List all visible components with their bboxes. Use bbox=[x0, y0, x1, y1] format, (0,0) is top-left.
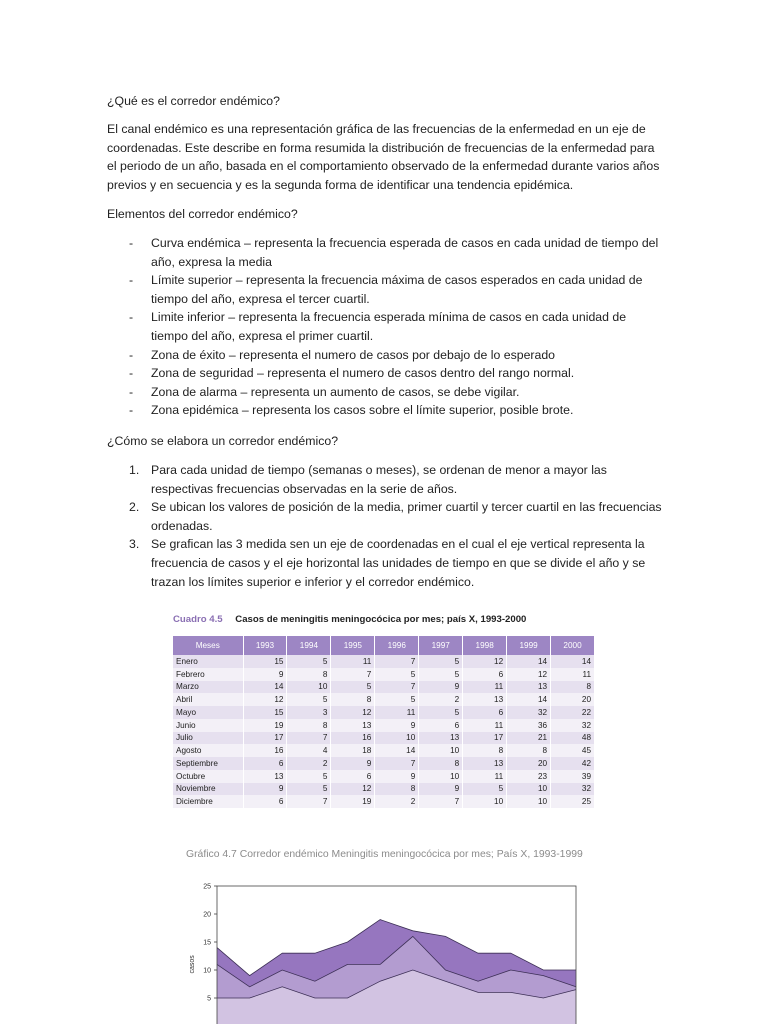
value-cell: 13 bbox=[463, 693, 507, 706]
value-cell: 20 bbox=[551, 693, 595, 706]
value-cell: 6 bbox=[243, 795, 287, 808]
value-cell: 10 bbox=[419, 744, 463, 757]
table-title: Casos de meningitis meningocócica por mes; país X, 1993-2000 bbox=[235, 614, 527, 625]
value-cell: 15 bbox=[243, 706, 287, 719]
value-cell: 8 bbox=[419, 757, 463, 770]
value-cell: 12 bbox=[243, 693, 287, 706]
y-axis-label: casos bbox=[189, 955, 196, 974]
value-cell: 2 bbox=[375, 795, 419, 808]
dash-bullet: - bbox=[129, 403, 134, 418]
value-cell: 17 bbox=[463, 732, 507, 745]
table-row bbox=[173, 783, 595, 796]
table-header-row bbox=[173, 636, 595, 655]
step-number: 2. bbox=[129, 500, 140, 515]
value-cell: 10 bbox=[463, 795, 507, 808]
month-cell: Septiembre bbox=[173, 757, 243, 770]
value-cell: 7 bbox=[419, 795, 463, 808]
column-header: 1999 bbox=[507, 636, 551, 655]
table-row bbox=[173, 706, 595, 719]
value-cell: 5 bbox=[287, 655, 331, 668]
value-cell: 12 bbox=[463, 655, 507, 668]
dash-bullet: - bbox=[129, 273, 134, 288]
value-cell: 13 bbox=[331, 719, 375, 732]
step-text: Se ubican los valores de posición de la media, primer cuartil y tercer cuartil en las frecuencias ordenadas. bbox=[151, 500, 662, 533]
value-cell: 8 bbox=[331, 693, 375, 706]
value-cell: 8 bbox=[375, 783, 419, 796]
list-item: - Zona de seguridad – representa el numero de casos dentro del rango normal. bbox=[107, 364, 662, 383]
value-cell: 5 bbox=[287, 770, 331, 783]
value-cell: 10 bbox=[419, 770, 463, 783]
value-cell: 13 bbox=[243, 770, 287, 783]
value-cell: 22 bbox=[551, 706, 595, 719]
list-item: - Zona epidémica – representa los casos sobre el límite superior, posible brote. bbox=[107, 401, 662, 420]
value-cell: 7 bbox=[331, 668, 375, 681]
heading-elements: Elementos del corredor endémico? bbox=[107, 207, 298, 221]
value-cell: 7 bbox=[375, 655, 419, 668]
elements-list bbox=[107, 234, 662, 420]
value-cell: 8 bbox=[463, 744, 507, 757]
value-cell: 32 bbox=[551, 719, 595, 732]
value-cell: 5 bbox=[287, 783, 331, 796]
column-header: 1996 bbox=[375, 636, 419, 655]
column-header: 2000 bbox=[551, 636, 595, 655]
heading-what-is: ¿Qué es el corredor endémico? bbox=[107, 94, 280, 108]
endemic-corridor-chart bbox=[180, 870, 600, 1024]
column-header: 1995 bbox=[331, 636, 375, 655]
value-cell: 8 bbox=[287, 719, 331, 732]
table-row bbox=[173, 655, 595, 668]
value-cell: 2 bbox=[287, 757, 331, 770]
value-cell: 7 bbox=[375, 757, 419, 770]
value-cell: 39 bbox=[551, 770, 595, 783]
value-cell: 11 bbox=[463, 719, 507, 732]
value-cell: 36 bbox=[507, 719, 551, 732]
value-cell: 32 bbox=[507, 706, 551, 719]
dash-bullet: - bbox=[129, 236, 134, 250]
value-cell: 23 bbox=[507, 770, 551, 783]
month-cell: Noviembre bbox=[173, 783, 243, 796]
list-item bbox=[107, 461, 662, 498]
month-cell: Febrero bbox=[173, 668, 243, 681]
value-cell: 48 bbox=[551, 732, 595, 745]
table-row bbox=[173, 795, 595, 808]
table-row bbox=[173, 719, 595, 732]
table-row bbox=[173, 744, 595, 757]
value-cell: 12 bbox=[331, 706, 375, 719]
value-cell: 6 bbox=[331, 770, 375, 783]
value-cell: 7 bbox=[375, 681, 419, 694]
value-cell: 14 bbox=[507, 693, 551, 706]
list-item: - Límite superior – representa la frecuencia máxima de casos esperados en cada unidad de tiempo del año, expresa el tercer cuartil. bbox=[129, 273, 643, 306]
value-cell: 6 bbox=[463, 668, 507, 681]
table-row bbox=[173, 693, 595, 706]
table-row bbox=[173, 732, 595, 745]
value-cell: 10 bbox=[507, 783, 551, 796]
value-cell: 16 bbox=[243, 744, 287, 757]
value-cell: 45 bbox=[551, 744, 595, 757]
cases-table bbox=[173, 636, 595, 808]
value-cell: 14 bbox=[507, 655, 551, 668]
value-cell: 14 bbox=[551, 655, 595, 668]
y-tick-label: 15 bbox=[203, 939, 211, 947]
value-cell: 13 bbox=[419, 732, 463, 745]
month-cell: Marzo bbox=[173, 681, 243, 694]
month-cell: Abril bbox=[173, 693, 243, 706]
column-header: 1993 bbox=[243, 636, 287, 655]
value-cell: 16 bbox=[331, 732, 375, 745]
value-cell: 11 bbox=[331, 655, 375, 668]
table-row bbox=[173, 668, 595, 681]
month-cell: Mayo bbox=[173, 706, 243, 719]
value-cell: 10 bbox=[287, 681, 331, 694]
value-cell: 6 bbox=[419, 719, 463, 732]
table-row bbox=[173, 770, 595, 783]
list-item bbox=[107, 535, 662, 591]
value-cell: 11 bbox=[551, 668, 595, 681]
dash-bullet: - bbox=[129, 310, 134, 325]
chart-areas bbox=[217, 920, 576, 1024]
step-number: 1. bbox=[129, 463, 140, 477]
list-item: - Curva endémica – representa la frecuencia esperada de casos en cada unidad de tiempo del año, expresa la media bbox=[129, 236, 659, 269]
month-cell: Diciembre bbox=[173, 795, 243, 808]
value-cell: 9 bbox=[243, 668, 287, 681]
value-cell: 12 bbox=[507, 668, 551, 681]
month-cell: Enero bbox=[173, 655, 243, 668]
month-cell: Junio bbox=[173, 719, 243, 732]
value-cell: 11 bbox=[463, 681, 507, 694]
value-cell: 9 bbox=[331, 757, 375, 770]
value-cell: 32 bbox=[551, 783, 595, 796]
month-cell: Agosto bbox=[173, 744, 243, 757]
value-cell: 19 bbox=[331, 795, 375, 808]
value-cell: 5 bbox=[331, 681, 375, 694]
value-cell: 3 bbox=[287, 706, 331, 719]
value-cell: 7 bbox=[287, 795, 331, 808]
table-row bbox=[173, 681, 595, 694]
value-cell: 12 bbox=[331, 783, 375, 796]
value-cell: 6 bbox=[463, 706, 507, 719]
month-cell: Octubre bbox=[173, 770, 243, 783]
value-cell: 7 bbox=[287, 732, 331, 745]
value-cell: 9 bbox=[375, 719, 419, 732]
value-cell: 9 bbox=[419, 681, 463, 694]
list-item: - Zona de alarma – representa un aumento de casos, se debe vigilar. bbox=[107, 383, 662, 402]
value-cell: 11 bbox=[375, 706, 419, 719]
value-cell: 5 bbox=[419, 655, 463, 668]
value-cell: 9 bbox=[419, 783, 463, 796]
step-text: Se grafican las 3 medida sen un eje de coordenadas en el cual el eje vertical representa la frecuencia de casos y el eje horizontal las unidades de tiempo en que se divide el año y se trazan los límites superior e inferior y el corredor endémico. bbox=[151, 537, 646, 589]
value-cell: 6 bbox=[243, 757, 287, 770]
value-cell: 17 bbox=[243, 732, 287, 745]
value-cell: 5 bbox=[375, 668, 419, 681]
table-row bbox=[173, 757, 595, 770]
step-number: 3. bbox=[129, 537, 140, 552]
y-tick-label: 10 bbox=[203, 967, 211, 975]
value-cell: 5 bbox=[375, 693, 419, 706]
list-item bbox=[107, 498, 662, 535]
list-item: - Limite inferior – representa la frecuencia esperada mínima de casos en cada unidad de tiempo del año, expresa el primer cuartil. bbox=[129, 310, 627, 343]
table-label: Cuadro 4.5 bbox=[173, 614, 223, 625]
value-cell: 9 bbox=[243, 783, 287, 796]
dash-bullet: - bbox=[129, 366, 134, 381]
value-cell: 13 bbox=[463, 757, 507, 770]
value-cell: 10 bbox=[507, 795, 551, 808]
steps-list bbox=[107, 461, 662, 591]
value-cell: 4 bbox=[287, 744, 331, 757]
value-cell: 8 bbox=[287, 668, 331, 681]
month-cell: Julio bbox=[173, 732, 243, 745]
value-cell: 14 bbox=[243, 681, 287, 694]
definition-paragraph: El canal endémico es una representación gráfica de las frecuencias de la enfermedad en un eje de coordenadas. Este describe en forma resumida la distribución de frecuencias de la enfermedad para el periodo de un año, basada en el comportamiento observado de la enfermedad durante varios años previos y en secuencia y es la segunda forma de identificar una tendencia epidémica. bbox=[107, 122, 660, 192]
value-cell: 19 bbox=[243, 719, 287, 732]
value-cell: 21 bbox=[507, 732, 551, 745]
column-header: 1998 bbox=[463, 636, 507, 655]
value-cell: 15 bbox=[243, 655, 287, 668]
y-tick-label: 20 bbox=[203, 911, 211, 919]
value-cell: 8 bbox=[551, 681, 595, 694]
chart-title: Gráfico 4.7 Corredor endémico Meningitis meningocócica por mes; País X, 1993-1999 bbox=[186, 849, 583, 860]
column-header: 1994 bbox=[287, 636, 331, 655]
table-body bbox=[173, 655, 595, 808]
value-cell: 13 bbox=[507, 681, 551, 694]
value-cell: 5 bbox=[419, 668, 463, 681]
y-tick-label: 25 bbox=[203, 883, 211, 891]
value-cell: 5 bbox=[419, 706, 463, 719]
value-cell: 9 bbox=[375, 770, 419, 783]
value-cell: 11 bbox=[463, 770, 507, 783]
value-cell: 10 bbox=[375, 732, 419, 745]
dash-bullet: - bbox=[129, 384, 134, 399]
table-caption bbox=[173, 614, 526, 625]
value-cell: 8 bbox=[507, 744, 551, 757]
value-cell: 25 bbox=[551, 795, 595, 808]
column-header: 1997 bbox=[419, 636, 463, 655]
value-cell: 42 bbox=[551, 757, 595, 770]
step-text: Para cada unidad de tiempo (semanas o meses), se ordenan de menor a mayor las respectivas frecuencias observadas en la serie de años. bbox=[151, 463, 607, 496]
value-cell: 5 bbox=[287, 693, 331, 706]
heading-how-to: ¿Cómo se elabora un corredor endémico? bbox=[107, 434, 339, 448]
value-cell: 2 bbox=[419, 693, 463, 706]
value-cell: 18 bbox=[331, 744, 375, 757]
list-item: - Zona de éxito – representa el numero de casos por debajo de lo esperado bbox=[107, 346, 662, 365]
value-cell: 5 bbox=[463, 783, 507, 796]
column-header: Meses bbox=[173, 636, 243, 655]
value-cell: 20 bbox=[507, 757, 551, 770]
dash-bullet: - bbox=[129, 347, 134, 362]
y-tick-label: 5 bbox=[207, 995, 211, 1003]
value-cell: 14 bbox=[375, 744, 419, 757]
